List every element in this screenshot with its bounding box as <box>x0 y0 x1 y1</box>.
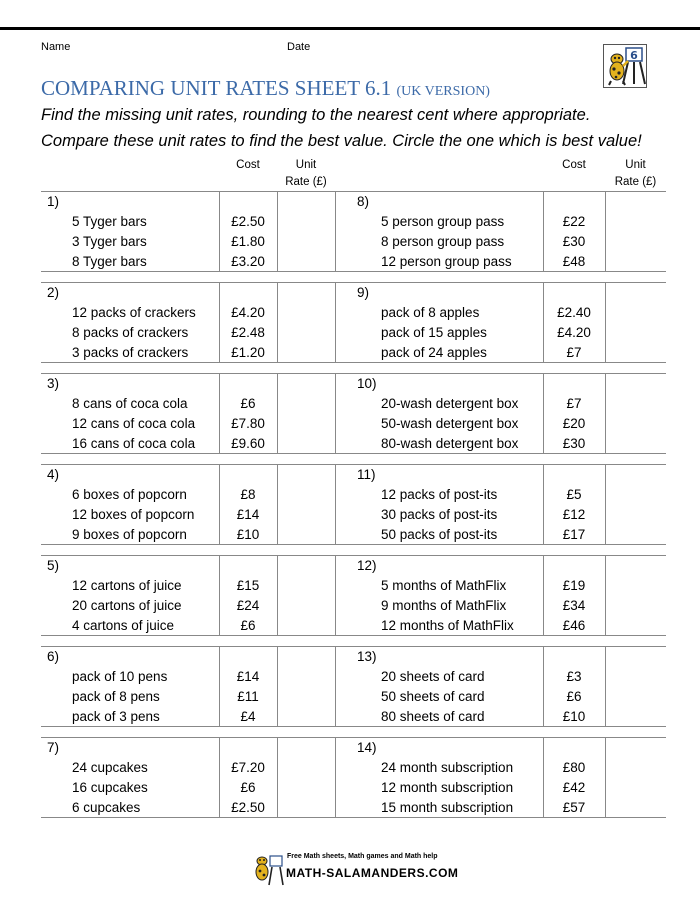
item-label: 8 cans of coca cola <box>41 394 219 414</box>
unit-rate-answer <box>277 465 335 485</box>
cost-cell: £6 <box>219 394 277 414</box>
cost-cell: £11 <box>219 687 277 707</box>
problem-row <box>41 192 666 212</box>
item-label: 12 packs of post-its <box>351 485 543 505</box>
spacer-cell <box>335 596 351 616</box>
unit-rate-answer <box>605 394 666 414</box>
spacer-cell <box>335 343 351 363</box>
unit-rate-header-right: Unit Rate (£) <box>614 159 657 188</box>
cost-cell <box>219 647 277 667</box>
unit-rate-answer <box>277 667 335 687</box>
cost-cell: £17 <box>543 525 605 545</box>
cost-cell: £2.50 <box>219 212 277 232</box>
item-label: 12 person group pass <box>351 252 543 272</box>
problem-row <box>41 556 666 576</box>
unit-rate-answer <box>605 374 666 394</box>
cost-cell <box>219 465 277 485</box>
column-headers <box>41 154 666 192</box>
cost-cell: £24 <box>219 596 277 616</box>
item-label: 8 packs of crackers <box>41 323 219 343</box>
unit-rate-answer <box>605 434 666 454</box>
row-gap <box>41 545 666 556</box>
unit-rate-answer <box>605 556 666 576</box>
item-label: 9 months of MathFlix <box>351 596 543 616</box>
instruction-1: Find the missing unit rates, rounding to the nearest cent where appropriate. <box>41 106 591 124</box>
table-row <box>41 798 666 818</box>
item-label: 80-wash detergent box <box>351 434 543 454</box>
unit-rate-answer <box>605 323 666 343</box>
unit-rate-answer <box>277 505 335 525</box>
problem-number: 1) <box>41 192 219 212</box>
footer-branding <box>252 852 459 888</box>
cost-cell: £22 <box>543 212 605 232</box>
table-row <box>41 394 666 414</box>
item-label: 16 cans of coca cola <box>41 434 219 454</box>
table-row <box>41 343 666 363</box>
table-row <box>41 778 666 798</box>
cost-cell <box>543 283 605 303</box>
item-label: 20 sheets of card <box>351 667 543 687</box>
item-label: 15 month subscription <box>351 798 543 818</box>
row-gap <box>41 454 666 465</box>
cost-cell: £2.50 <box>219 798 277 818</box>
unit-rate-answer <box>605 596 666 616</box>
cost-cell: £8 <box>219 485 277 505</box>
cost-cell <box>219 283 277 303</box>
problem-row <box>41 374 666 394</box>
problem-number: 9) <box>351 283 543 303</box>
cost-cell: £6 <box>219 616 277 636</box>
item-label: 6 boxes of popcorn <box>41 485 219 505</box>
spacer-cell <box>335 687 351 707</box>
unit-rate-answer <box>277 798 335 818</box>
spacer-cell <box>335 212 351 232</box>
spacer-cell <box>335 394 351 414</box>
unit-rate-answer <box>605 343 666 363</box>
unit-rate-answer <box>605 232 666 252</box>
item-label: 20 cartons of juice <box>41 596 219 616</box>
unit-rate-answer <box>605 414 666 434</box>
cost-cell: £9.60 <box>219 434 277 454</box>
unit-rate-answer <box>605 505 666 525</box>
problem-number: 10) <box>351 374 543 394</box>
unit-rate-answer <box>605 525 666 545</box>
table-row <box>41 252 666 272</box>
spacer-cell <box>335 505 351 525</box>
cost-cell: £10 <box>543 707 605 727</box>
cost-cell: £42 <box>543 778 605 798</box>
unit-rate-answer <box>277 303 335 323</box>
cost-cell: £1.80 <box>219 232 277 252</box>
table-row <box>41 525 666 545</box>
spacer-cell <box>335 738 351 758</box>
unit-rate-answer <box>605 283 666 303</box>
cost-cell <box>543 647 605 667</box>
item-label: 16 cupcakes <box>41 778 219 798</box>
item-label: pack of 10 pens <box>41 667 219 687</box>
item-label: pack of 8 apples <box>351 303 543 323</box>
item-label: 12 packs of crackers <box>41 303 219 323</box>
item-label: 12 cartons of juice <box>41 576 219 596</box>
table-row <box>41 576 666 596</box>
table-row <box>41 414 666 434</box>
unit-rate-answer <box>277 323 335 343</box>
cost-cell <box>219 192 277 212</box>
unit-rate-answer <box>605 303 666 323</box>
unit-rate-answer <box>605 647 666 667</box>
cost-cell: £6 <box>219 778 277 798</box>
row-gap <box>41 636 666 647</box>
unit-rate-answer <box>277 778 335 798</box>
problem-number: 7) <box>41 738 219 758</box>
footer-salamander-icon <box>252 852 284 886</box>
unit-rate-answer <box>277 707 335 727</box>
cost-cell: £46 <box>543 616 605 636</box>
spacer-cell <box>335 667 351 687</box>
table-row <box>41 434 666 454</box>
unit-rate-answer <box>277 485 335 505</box>
spacer-cell <box>335 576 351 596</box>
unit-rate-answer <box>605 465 666 485</box>
cost-cell: £30 <box>543 434 605 454</box>
spacer-cell <box>335 525 351 545</box>
cost-cell: £7.80 <box>219 414 277 434</box>
cost-cell: £30 <box>543 232 605 252</box>
unit-rate-answer <box>277 374 335 394</box>
cost-cell <box>543 465 605 485</box>
item-label: pack of 15 apples <box>351 323 543 343</box>
spacer-cell <box>335 798 351 818</box>
problem-row <box>41 647 666 667</box>
item-label: pack of 24 apples <box>351 343 543 363</box>
footer-tagline: Free Math sheets, Math games and Math help <box>287 853 438 860</box>
spacer-cell <box>335 758 351 778</box>
problem-number: 11) <box>351 465 543 485</box>
cost-cell: £12 <box>543 505 605 525</box>
salamander-logo <box>603 44 647 88</box>
item-label: 12 cans of coca cola <box>41 414 219 434</box>
table-row <box>41 505 666 525</box>
problem-number: 12) <box>351 556 543 576</box>
spacer-cell <box>335 303 351 323</box>
spacer-cell <box>335 192 351 212</box>
unit-rate-answer <box>605 192 666 212</box>
cost-cell: £14 <box>219 505 277 525</box>
row-gap <box>41 727 666 738</box>
cost-cell: £3 <box>543 667 605 687</box>
cost-cell: £80 <box>543 758 605 778</box>
cost-cell <box>219 738 277 758</box>
footer-brand: MATH-SALAMANDERS.COM <box>286 866 459 880</box>
problem-number: 2) <box>41 283 219 303</box>
cost-cell <box>543 556 605 576</box>
spacer-cell <box>335 323 351 343</box>
table-row <box>41 616 666 636</box>
unit-rate-answer <box>277 758 335 778</box>
table-row <box>41 758 666 778</box>
unit-rate-answer <box>605 738 666 758</box>
problem-number: 13) <box>351 647 543 667</box>
problem-number: 4) <box>41 465 219 485</box>
table-row <box>41 232 666 252</box>
unit-rate-answer <box>605 252 666 272</box>
cost-cell <box>543 374 605 394</box>
item-label: 24 cupcakes <box>41 758 219 778</box>
item-label: 24 month subscription <box>351 758 543 778</box>
cost-cell <box>543 738 605 758</box>
unit-rate-answer <box>277 414 335 434</box>
unit-rate-table <box>41 154 666 818</box>
unit-rate-answer <box>277 576 335 596</box>
spacer-cell <box>335 465 351 485</box>
item-label: 50 sheets of card <box>351 687 543 707</box>
table-row <box>41 596 666 616</box>
problem-number: 14) <box>351 738 543 758</box>
unit-rate-answer <box>277 283 335 303</box>
cost-cell: £7 <box>543 343 605 363</box>
unit-rate-answer <box>277 525 335 545</box>
cost-cell: £7 <box>543 394 605 414</box>
cost-cell: £5 <box>543 485 605 505</box>
sheet-title <box>41 76 490 101</box>
problem-number: 8) <box>351 192 543 212</box>
table-row <box>41 687 666 707</box>
logo-grade: 6 <box>630 49 638 62</box>
unit-rate-answer <box>277 343 335 363</box>
spacer-cell <box>335 556 351 576</box>
item-label: 12 months of MathFlix <box>351 616 543 636</box>
cost-cell: £19 <box>543 576 605 596</box>
cost-cell: £4.20 <box>543 323 605 343</box>
cost-cell: £48 <box>543 252 605 272</box>
item-label: 3 Tyger bars <box>41 232 219 252</box>
cost-header-left: Cost <box>236 159 260 171</box>
unit-rate-answer <box>277 394 335 414</box>
spacer-cell <box>335 232 351 252</box>
item-label: pack of 8 pens <box>41 687 219 707</box>
problem-row <box>41 283 666 303</box>
table-row <box>41 667 666 687</box>
unit-rate-answer <box>605 707 666 727</box>
unit-rate-answer <box>277 192 335 212</box>
cost-cell: £6 <box>543 687 605 707</box>
item-label: 6 cupcakes <box>41 798 219 818</box>
unit-rate-answer <box>277 252 335 272</box>
unit-rate-answer <box>605 485 666 505</box>
item-label: 9 boxes of popcorn <box>41 525 219 545</box>
date-label: Date <box>287 41 311 53</box>
spacer-cell <box>335 707 351 727</box>
item-label: 12 boxes of popcorn <box>41 505 219 525</box>
row-gap <box>41 363 666 374</box>
unit-rate-answer <box>277 687 335 707</box>
cost-cell <box>543 192 605 212</box>
item-label: 80 sheets of card <box>351 707 543 727</box>
spacer-cell <box>335 434 351 454</box>
unit-rate-answer <box>605 212 666 232</box>
table-row <box>41 707 666 727</box>
sheet-title-sub: (UK VERSION) <box>396 84 490 99</box>
cost-cell: £1.20 <box>219 343 277 363</box>
spacer-cell <box>335 414 351 434</box>
salamander-icon <box>604 45 646 87</box>
spacer-cell <box>335 283 351 303</box>
item-label: 8 Tyger bars <box>41 252 219 272</box>
table-row <box>41 303 666 323</box>
unit-rate-answer <box>277 556 335 576</box>
spacer-cell <box>335 616 351 636</box>
unit-rate-answer <box>277 596 335 616</box>
row-gap <box>41 272 666 283</box>
unit-rate-answer <box>277 232 335 252</box>
table-row <box>41 323 666 343</box>
cost-cell <box>219 374 277 394</box>
cost-cell: £2.40 <box>543 303 605 323</box>
item-label: 50-wash detergent box <box>351 414 543 434</box>
cost-cell: £15 <box>219 576 277 596</box>
item-label: 50 packs of post-its <box>351 525 543 545</box>
spacer-cell <box>335 778 351 798</box>
cost-cell: £3.20 <box>219 252 277 272</box>
unit-rate-answer <box>277 434 335 454</box>
problem-row <box>41 738 666 758</box>
cost-cell: £10 <box>219 525 277 545</box>
spacer-cell <box>335 374 351 394</box>
top-rule <box>0 27 700 30</box>
unit-rate-answer <box>605 616 666 636</box>
cost-cell: £4.20 <box>219 303 277 323</box>
item-label: 4 cartons of juice <box>41 616 219 636</box>
item-label: 8 person group pass <box>351 232 543 252</box>
spacer-cell <box>335 647 351 667</box>
unit-rate-answer <box>605 798 666 818</box>
table-row <box>41 485 666 505</box>
cost-cell: £2.48 <box>219 323 277 343</box>
unit-rate-answer <box>605 758 666 778</box>
problem-number: 5) <box>41 556 219 576</box>
table-row <box>41 212 666 232</box>
sheet-title-main: COMPARING UNIT RATES SHEET 6.1 <box>41 76 392 100</box>
cost-cell <box>219 556 277 576</box>
unit-rate-answer <box>277 212 335 232</box>
item-label: 3 packs of crackers <box>41 343 219 363</box>
item-label: 5 person group pass <box>351 212 543 232</box>
unit-rate-answer <box>605 778 666 798</box>
item-label: 5 months of MathFlix <box>351 576 543 596</box>
unit-rate-header-left: Unit Rate (£) <box>285 159 327 188</box>
item-label: 20-wash detergent box <box>351 394 543 414</box>
problem-number: 3) <box>41 374 219 394</box>
unit-rate-answer <box>277 616 335 636</box>
spacer-cell <box>335 252 351 272</box>
item-label: 12 month subscription <box>351 778 543 798</box>
problem-number: 6) <box>41 647 219 667</box>
unit-rate-answer <box>605 667 666 687</box>
instruction-2: Compare these unit rates to find the best value. Circle the one which is best value! <box>41 132 642 150</box>
cost-cell: £57 <box>543 798 605 818</box>
cost-header-right: Cost <box>562 159 586 171</box>
unit-rate-answer <box>277 647 335 667</box>
cost-cell: £34 <box>543 596 605 616</box>
item-label: 30 packs of post-its <box>351 505 543 525</box>
cost-cell: £7.20 <box>219 758 277 778</box>
unit-rate-answer <box>277 738 335 758</box>
cost-cell: £4 <box>219 707 277 727</box>
spacer-cell <box>335 485 351 505</box>
unit-rate-answer <box>605 687 666 707</box>
cost-cell: £20 <box>543 414 605 434</box>
cost-cell: £14 <box>219 667 277 687</box>
item-label: 5 Tyger bars <box>41 212 219 232</box>
unit-rate-answer <box>605 576 666 596</box>
item-label: pack of 3 pens <box>41 707 219 727</box>
problem-row <box>41 465 666 485</box>
name-label: Name <box>41 41 71 53</box>
